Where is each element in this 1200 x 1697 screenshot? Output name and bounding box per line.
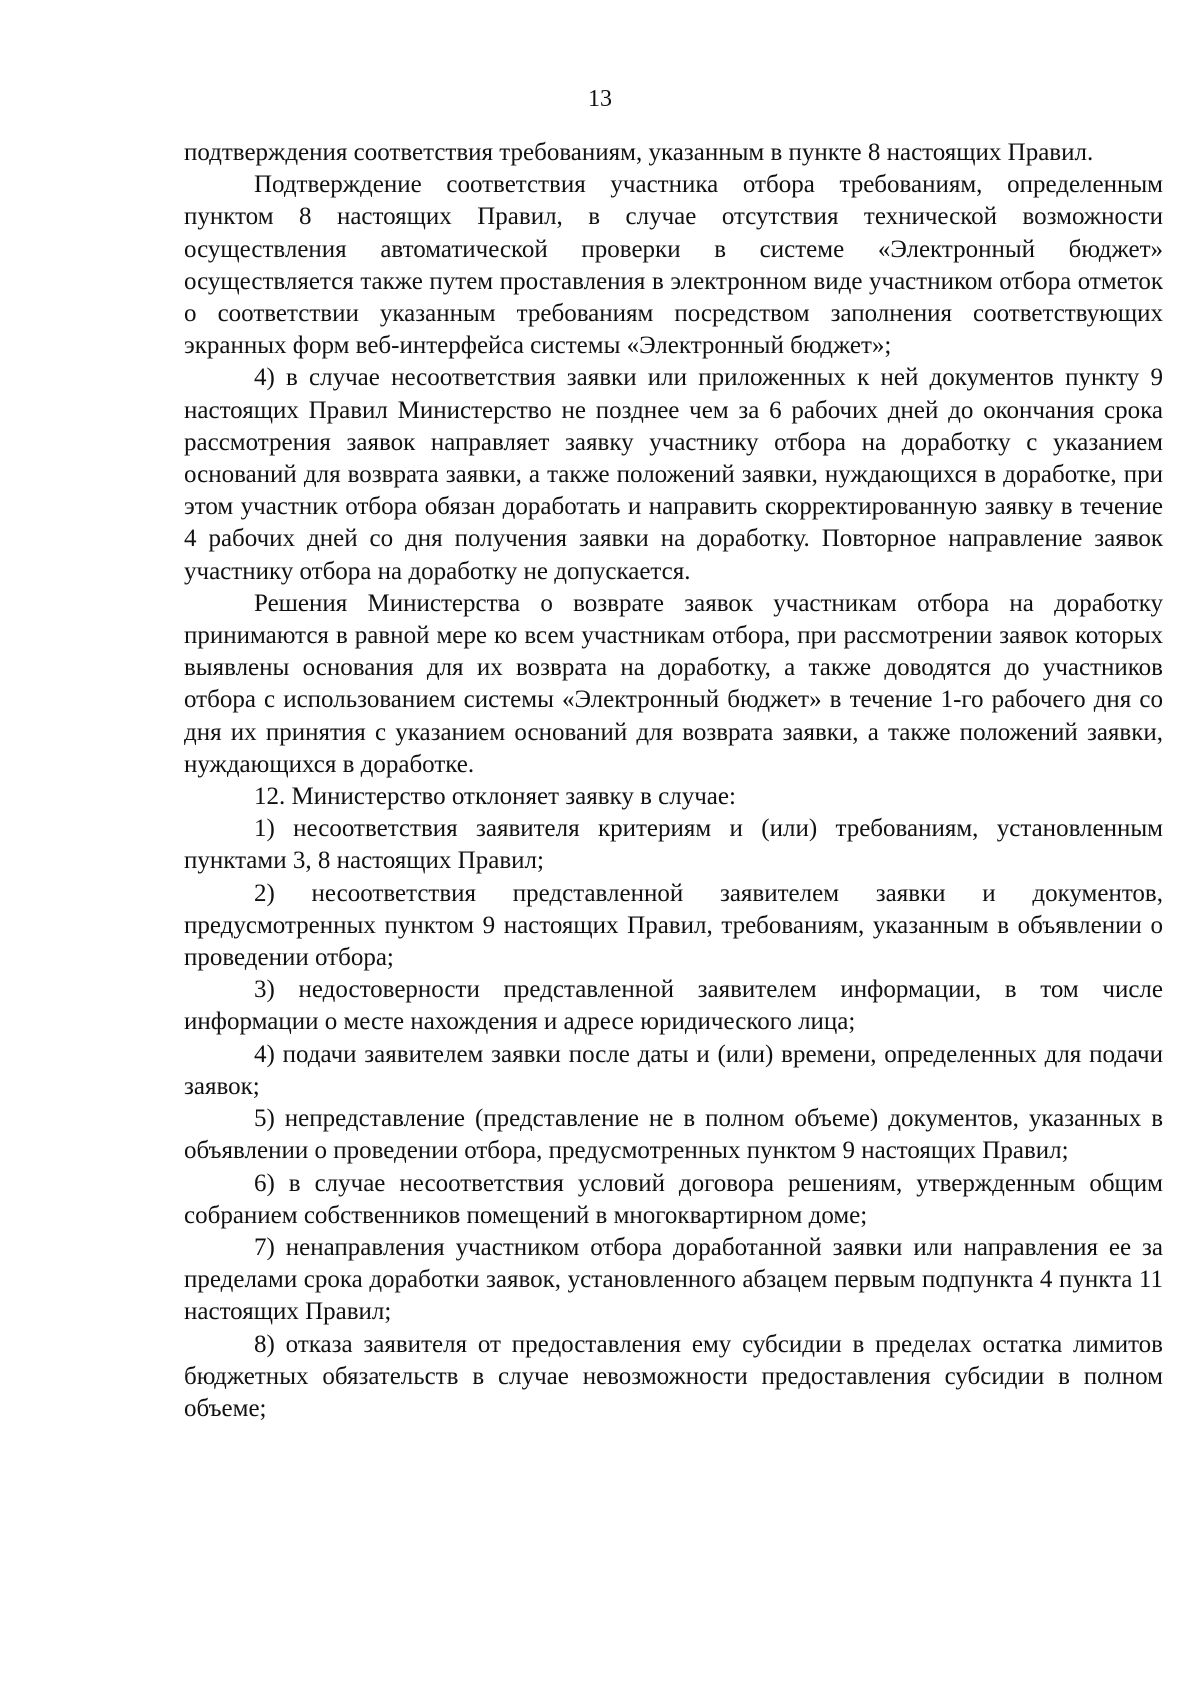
list-item-6: 6) в случае несоответствия условий договора решениям, утвержденным общим собранием собственников помещений в многоквартирном доме; [184, 1169, 1163, 1229]
paragraph-confirmation: Подтверждение соответствия участника отбора требованиям, определенным пунктом 8 настоящих Правил, в случае отсутствия технической возможности осуществления автоматической проверки в системе «Электронный бюджет» осуществляется также путем проставления в электронном виде участником отбора отметок о соответствии указанным требованиям посредством заполнения соответствующих экранных форм веб-интерфейса системы «Электронный бюджет»; [184, 171, 1163, 360]
list-item-4: 4) подачи заявителем заявки после даты и (или) времени, определенных для подачи заявок; [184, 1040, 1163, 1100]
list-item-2: 2) несоответствия представленной заявителем заявки и документов, предусмотренных пунктом 9 настоящих Правил, требованиям, указанным в объявлении о проведении отбора; [184, 879, 1163, 972]
list-item-7: 7) ненаправления участником отбора доработанной заявки или направления ее за пределами срока доработки заявок, установленного абзацем первым подпункта 4 пункта 11 настоящих Правил; [184, 1233, 1163, 1326]
document-body [184, 137, 1163, 1425]
list-item-3: 3) недостоверности представленной заявителем информации, в том числе информации о месте нахождения и адресе юридического лица; [184, 976, 1163, 1036]
list-item-5: 5) непредставление (представление не в полном объеме) документов, указанных в объявлении о проведении отбора, предусмотренных пунктом 9 настоящих Правил; [184, 1105, 1163, 1165]
list-item-8: 8) отказа заявителя от предоставления ему субсидии в пределах остатка лимитов бюджетных обязательств в случае невозможности предоставления субсидии в полном объеме; [184, 1330, 1163, 1422]
paragraph-section-12: 12. Министерство отклоняет заявку в случае: [254, 783, 736, 811]
list-item-1: 1) несоответствия заявителя критериям и (или) требованиям, установленным пунктами 3, 8 настоящих Правил; [184, 815, 1163, 875]
page-number: 13 [588, 86, 612, 112]
paragraph-return-decisions: Решения Министерства о возврате заявок участникам отбора на доработку принимаются в равной мере ко всем участникам отбора, при рассмотрении заявок которых выявлены основания для их возврата на доработку, а также доводятся до участников отбора с использованием системы «Электронный бюджет» в течение 1-го рабочего дня со дня их принятия с указанием оснований для возврата заявки, а также положений заявки, нуждающихся в доработке. [184, 589, 1163, 778]
paragraph-item-4: 4) в случае несоответствия заявки или приложенных к ней документов пункту 9 настоящих Правил Министерство не позднее чем за 6 рабочих дней до окончания срока рассмотрения заявок направляет заявку участнику отбора на доработку с указанием оснований для возврата заявки, а также положений заявки, нуждающихся в доработке, при этом участник отбора обязан доработать и направить скорректированную заявку в течение 4 рабочих дней со дня получения заявки на доработку. Повторное направление заявок участнику отбора на доработку не допускается. [184, 364, 1163, 585]
paragraph-continuation: подтверждения соответствия требованиям, указанным в пункте 8 настоящих Правил. [184, 139, 1094, 166]
